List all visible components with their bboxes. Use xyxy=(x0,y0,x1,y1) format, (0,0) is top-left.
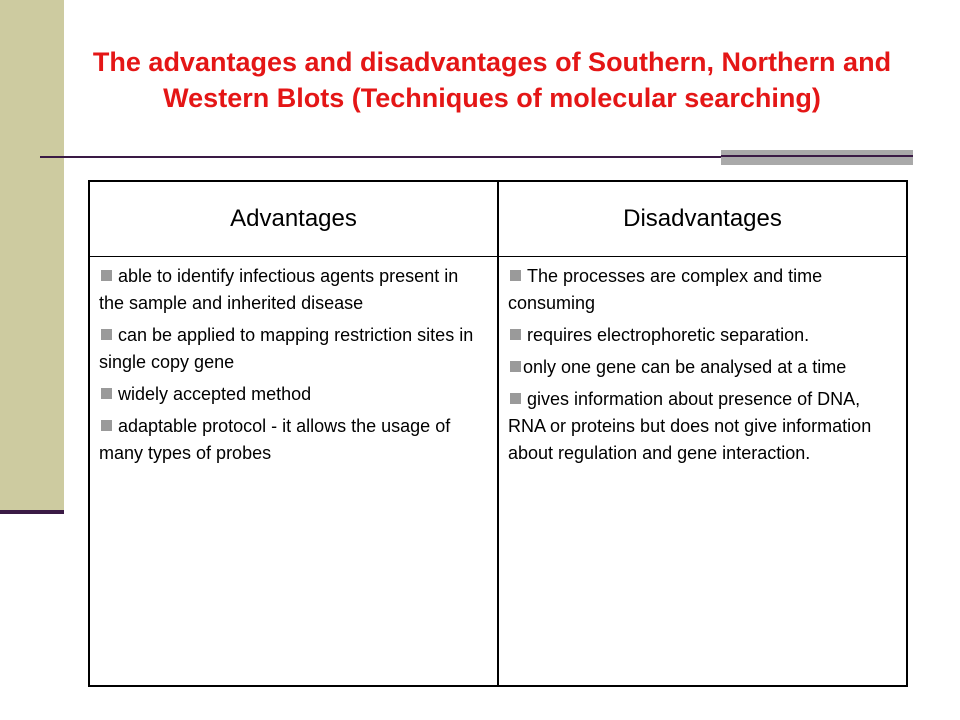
list-item-text: gives information about presence of DNA, RNA or proteins but does not give information about regulation and gene interaction. xyxy=(508,389,872,463)
list-item-text: requires electrophoretic separation. xyxy=(527,325,810,345)
list-item-text: only one gene can be analysed at a time xyxy=(523,357,847,377)
list-item xyxy=(99,263,488,317)
square-bullet-icon xyxy=(510,270,521,281)
list-item xyxy=(508,354,897,381)
square-bullet-icon xyxy=(510,329,521,340)
list-item xyxy=(99,381,488,408)
list-item xyxy=(508,386,897,467)
slide-title: The advantages and disadvantages of Southern, Northern and Western Blots (Techniques of molecular searching) xyxy=(92,47,892,113)
side-decor-rule xyxy=(0,510,64,514)
square-bullet-icon xyxy=(510,361,521,372)
disadvantages-cell xyxy=(498,257,907,687)
advantages-cell xyxy=(89,257,498,687)
square-bullet-icon xyxy=(101,388,112,399)
table-row xyxy=(89,257,907,687)
list-item-text: The processes are complex and time consuming xyxy=(508,266,823,313)
list-item-text: widely accepted method xyxy=(118,384,312,404)
title-accent-line xyxy=(721,155,913,157)
comparison-table xyxy=(88,180,908,687)
advantages-header: Advantages xyxy=(89,181,498,257)
side-decor-band xyxy=(0,0,64,511)
list-item-text: adaptable protocol - it allows the usage of many types of probes xyxy=(99,416,451,463)
list-item xyxy=(99,413,488,467)
disadvantages-list xyxy=(508,263,897,467)
square-bullet-icon xyxy=(101,420,112,431)
square-bullet-icon xyxy=(101,270,112,281)
list-item xyxy=(508,322,897,349)
list-item xyxy=(508,263,897,317)
title-accent-bar xyxy=(721,150,913,165)
square-bullet-icon xyxy=(510,393,521,404)
list-item-text: able to identify infectious agents present in the sample and inherited disease xyxy=(99,266,459,313)
disadvantages-header: Disadvantages xyxy=(498,181,907,257)
table-header-row xyxy=(89,181,907,257)
list-item xyxy=(99,322,488,376)
square-bullet-icon xyxy=(101,329,112,340)
advantages-list xyxy=(99,263,488,467)
list-item-text: can be applied to mapping restriction sites in single copy gene xyxy=(99,325,474,372)
